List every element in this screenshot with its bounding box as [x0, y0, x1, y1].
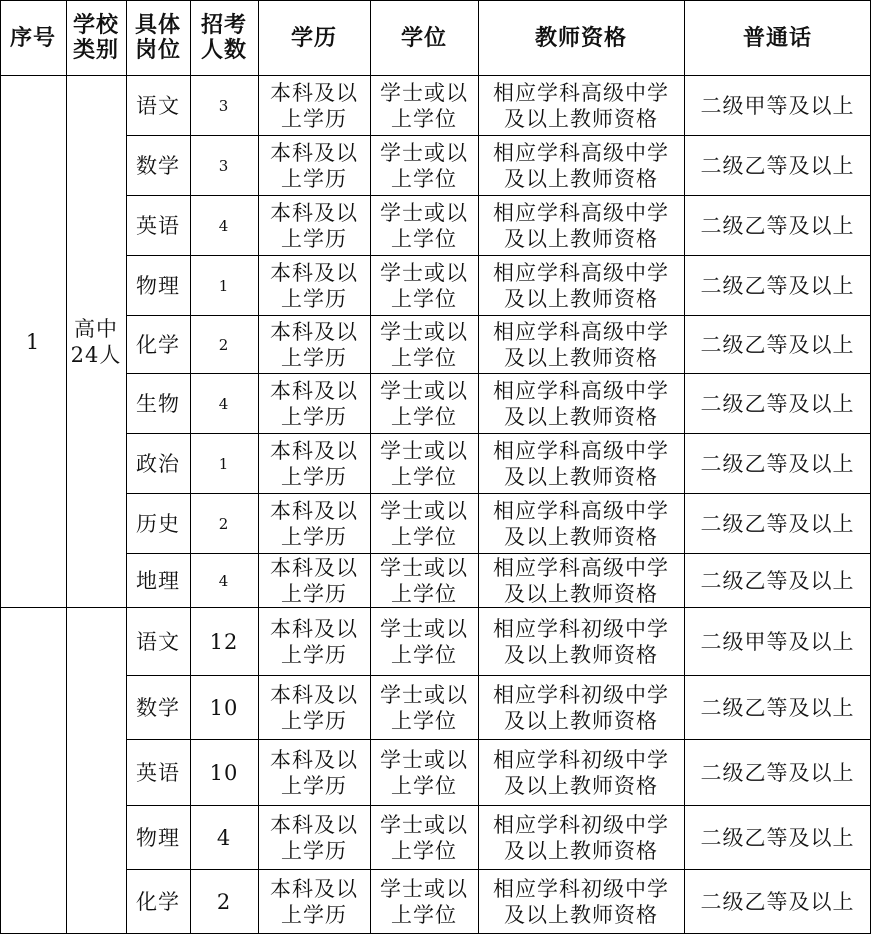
- education-line2: 上学历: [281, 346, 347, 370]
- subject-cell: 化学: [136, 333, 180, 357]
- qualification-cell: [478, 256, 684, 316]
- count-cell: 2: [216, 890, 232, 914]
- education-line1: 本科及以: [270, 813, 358, 837]
- degree-line1: 学士或以: [380, 81, 468, 105]
- education-cell: [258, 806, 370, 870]
- education-line2: 上学历: [281, 167, 347, 191]
- education-line2: 上学历: [281, 405, 347, 429]
- degree-cell: [370, 494, 478, 554]
- education-cell: [258, 196, 370, 256]
- table-rule: [126, 433, 871, 434]
- qualification-line2: 及以上教师资格: [504, 465, 658, 489]
- qualification-cell: [478, 374, 684, 434]
- header-mandarin: 普通话: [742, 25, 812, 51]
- degree-line1: 学士或以: [380, 748, 468, 772]
- degree-line2: 上学位: [391, 346, 457, 370]
- qualification-line2: 及以上教师资格: [504, 525, 658, 549]
- degree-line1: 学士或以: [380, 877, 468, 901]
- education-line1: 本科及以: [270, 683, 358, 707]
- mandarin-cell: 二级乙等及以上: [700, 696, 855, 720]
- header-position: [126, 0, 190, 76]
- subject-cell: 数学: [136, 154, 180, 178]
- qualification-cell: [478, 494, 684, 554]
- education-line2: 上学历: [281, 107, 347, 131]
- degree-line2: 上学位: [391, 839, 457, 863]
- table-rule: [126, 675, 871, 676]
- table-rule: [126, 553, 871, 554]
- table-rule: [66, 0, 67, 934]
- table-rule: [0, 0, 1, 934]
- degree-cell: [370, 196, 478, 256]
- qualification-line1: 相应学科高级中学: [493, 261, 669, 285]
- qualification-line1: 相应学科初级中学: [493, 813, 669, 837]
- mandarin-cell: 二级乙等及以上: [700, 890, 855, 914]
- table-rule: [126, 739, 871, 740]
- qualification-cell: [478, 316, 684, 374]
- qualification-line1: 相应学科高级中学: [493, 439, 669, 463]
- count-cell: 12: [209, 630, 239, 654]
- education-line2: 上学历: [281, 465, 347, 489]
- mandarin-cell: 二级乙等及以上: [700, 214, 855, 238]
- header-degree: 学位: [400, 25, 447, 51]
- qualification-line1: 相应学科高级中学: [493, 81, 669, 105]
- qualification-line2: 及以上教师资格: [504, 774, 658, 798]
- header-school-type-line1: 学校: [72, 12, 119, 38]
- qualification-cell: [478, 554, 684, 608]
- header-position-line2: 岗位: [134, 37, 181, 63]
- degree-cell: [370, 256, 478, 316]
- count-cell: 3: [218, 157, 230, 175]
- education-cell: [258, 740, 370, 806]
- qualification-cell: [478, 806, 684, 870]
- degree-line1: 学士或以: [380, 617, 468, 641]
- degree-cell: [370, 870, 478, 934]
- education-cell: [258, 434, 370, 494]
- qualification-line1: 相应学科高级中学: [493, 379, 669, 403]
- degree-line1: 学士或以: [380, 201, 468, 225]
- degree-line2: 上学位: [391, 774, 457, 798]
- count-cell: 10: [209, 761, 239, 785]
- education-line2: 上学历: [281, 227, 347, 251]
- header-education: 学历: [290, 25, 337, 51]
- qualification-line1: 相应学科高级中学: [493, 556, 669, 580]
- degree-line1: 学士或以: [380, 556, 468, 580]
- subject-cell: 数学: [136, 696, 180, 720]
- header-school-type-line2: 类别: [72, 37, 119, 63]
- table-rule: [0, 75, 871, 76]
- subject-cell: 生物: [136, 392, 180, 416]
- group-school-type: [66, 608, 126, 934]
- qualification-line2: 及以上教师资格: [504, 287, 658, 311]
- education-line2: 上学历: [281, 287, 347, 311]
- education-line1: 本科及以: [270, 81, 358, 105]
- group-seq: 1: [25, 330, 41, 354]
- count-cell: 1: [218, 277, 230, 295]
- qualification-line2: 及以上教师资格: [504, 839, 658, 863]
- qualification-line2: 及以上教师资格: [504, 346, 658, 370]
- qualification-line2: 及以上教师资格: [504, 903, 658, 927]
- qualification-cell: [478, 676, 684, 740]
- qualification-line1: 相应学科初级中学: [493, 683, 669, 707]
- count-cell: 4: [218, 395, 230, 413]
- subject-cell: 英语: [136, 214, 180, 238]
- qualification-line1: 相应学科初级中学: [493, 877, 669, 901]
- qualification-line2: 及以上教师资格: [504, 709, 658, 733]
- table-rule: [126, 195, 871, 196]
- degree-cell: [370, 676, 478, 740]
- degree-cell: [370, 434, 478, 494]
- degree-line2: 上学位: [391, 643, 457, 667]
- degree-line1: 学士或以: [380, 813, 468, 837]
- degree-line2: 上学位: [391, 903, 457, 927]
- table-rule: [190, 0, 191, 934]
- qualification-line2: 及以上教师资格: [504, 582, 658, 606]
- group-seq: [0, 608, 66, 934]
- education-line1: 本科及以: [270, 499, 358, 523]
- qualification-cell: [478, 76, 684, 136]
- table-rule: [478, 0, 479, 934]
- subject-cell: 物理: [136, 274, 180, 298]
- degree-line2: 上学位: [391, 287, 457, 311]
- degree-line2: 上学位: [391, 405, 457, 429]
- degree-line2: 上学位: [391, 107, 457, 131]
- education-cell: [258, 256, 370, 316]
- mandarin-cell: 二级乙等及以上: [700, 274, 855, 298]
- table-rule: [0, 0, 871, 1]
- table-rule: [126, 0, 127, 934]
- degree-line2: 上学位: [391, 167, 457, 191]
- qualification-line1: 相应学科高级中学: [493, 141, 669, 165]
- degree-line1: 学士或以: [380, 683, 468, 707]
- qualification-cell: [478, 608, 684, 676]
- education-line2: 上学历: [281, 709, 347, 733]
- qualification-cell: [478, 434, 684, 494]
- education-cell: [258, 136, 370, 196]
- mandarin-cell: 二级乙等及以上: [700, 154, 855, 178]
- subject-cell: 政治: [136, 452, 180, 476]
- degree-line1: 学士或以: [380, 320, 468, 344]
- table-rule: [258, 0, 259, 934]
- count-cell: 2: [218, 336, 230, 354]
- mandarin-cell: 二级乙等及以上: [700, 512, 855, 536]
- degree-cell: [370, 608, 478, 676]
- education-cell: [258, 676, 370, 740]
- subject-cell: 历史: [136, 512, 180, 536]
- table-rule: [126, 373, 871, 374]
- subject-cell: 语文: [136, 630, 180, 654]
- table-rule: [126, 493, 871, 494]
- degree-cell: [370, 740, 478, 806]
- degree-line1: 学士或以: [380, 499, 468, 523]
- education-line1: 本科及以: [270, 439, 358, 463]
- qualification-cell: [478, 740, 684, 806]
- education-cell: [258, 870, 370, 934]
- group-school-type-line1: 高中: [74, 317, 118, 341]
- education-line1: 本科及以: [270, 748, 358, 772]
- education-line2: 上学历: [281, 582, 347, 606]
- education-line2: 上学历: [281, 774, 347, 798]
- education-line2: 上学历: [281, 839, 347, 863]
- education-line1: 本科及以: [270, 617, 358, 641]
- table-rule: [126, 255, 871, 256]
- education-line2: 上学历: [281, 903, 347, 927]
- qualification-line2: 及以上教师资格: [504, 405, 658, 429]
- qualification-line1: 相应学科高级中学: [493, 320, 669, 344]
- education-line1: 本科及以: [270, 201, 358, 225]
- qualification-line1: 相应学科高级中学: [493, 201, 669, 225]
- degree-line2: 上学位: [391, 465, 457, 489]
- group-school-type-line2: 24人: [70, 343, 122, 367]
- education-cell: [258, 76, 370, 136]
- header-school-type: [66, 0, 126, 76]
- subject-cell: 地理: [136, 569, 180, 593]
- count-cell: 1: [218, 455, 230, 473]
- qualification-cell: [478, 136, 684, 196]
- group-school-type: [66, 76, 126, 608]
- education-line2: 上学历: [281, 525, 347, 549]
- header-count: [190, 0, 258, 76]
- degree-cell: [370, 554, 478, 608]
- degree-line2: 上学位: [391, 582, 457, 606]
- degree-cell: [370, 76, 478, 136]
- degree-line2: 上学位: [391, 227, 457, 251]
- subject-cell: 化学: [136, 890, 180, 914]
- education-line1: 本科及以: [270, 556, 358, 580]
- count-cell: 4: [218, 572, 230, 590]
- education-line1: 本科及以: [270, 379, 358, 403]
- education-line1: 本科及以: [270, 261, 358, 285]
- mandarin-cell: 二级乙等及以上: [700, 569, 855, 593]
- table-rule: [370, 0, 371, 934]
- header-position-line1: 具体: [134, 12, 181, 38]
- table-rule: [126, 869, 871, 870]
- mandarin-cell: 二级甲等及以上: [700, 630, 855, 654]
- subject-cell: 物理: [136, 826, 180, 850]
- degree-cell: [370, 374, 478, 434]
- count-cell: 4: [218, 217, 230, 235]
- degree-cell: [370, 806, 478, 870]
- table-rule: [126, 805, 871, 806]
- count-cell: 4: [216, 826, 232, 850]
- degree-line1: 学士或以: [380, 141, 468, 165]
- education-cell: [258, 374, 370, 434]
- header-count-line2: 人数: [200, 37, 247, 63]
- qualification-cell: [478, 870, 684, 934]
- count-cell: 10: [209, 696, 239, 720]
- education-cell: [258, 608, 370, 676]
- table-rule: [684, 0, 685, 934]
- degree-line2: 上学位: [391, 709, 457, 733]
- education-line1: 本科及以: [270, 877, 358, 901]
- degree-cell: [370, 316, 478, 374]
- qualification-line2: 及以上教师资格: [504, 167, 658, 191]
- degree-line1: 学士或以: [380, 261, 468, 285]
- education-cell: [258, 494, 370, 554]
- header-seq: 序号: [9, 25, 56, 51]
- mandarin-cell: 二级乙等及以上: [700, 826, 855, 850]
- degree-line2: 上学位: [391, 525, 457, 549]
- education-cell: [258, 316, 370, 374]
- qualification-line2: 及以上教师资格: [504, 107, 658, 131]
- mandarin-cell: 二级乙等及以上: [700, 392, 855, 416]
- table-rule: [126, 135, 871, 136]
- mandarin-cell: 二级乙等及以上: [700, 761, 855, 785]
- degree-line1: 学士或以: [380, 439, 468, 463]
- table-rule: [126, 315, 871, 316]
- subject-cell: 英语: [136, 761, 180, 785]
- qualification-line1: 相应学科初级中学: [493, 748, 669, 772]
- qualification-line1: 相应学科高级中学: [493, 499, 669, 523]
- header-count-line1: 招考: [200, 12, 247, 38]
- education-line1: 本科及以: [270, 141, 358, 165]
- degree-cell: [370, 136, 478, 196]
- education-line1: 本科及以: [270, 320, 358, 344]
- mandarin-cell: 二级乙等及以上: [700, 333, 855, 357]
- count-cell: 3: [218, 97, 230, 115]
- mandarin-cell: 二级甲等及以上: [700, 94, 855, 118]
- count-cell: 2: [218, 515, 230, 533]
- education-cell: [258, 554, 370, 608]
- degree-line1: 学士或以: [380, 379, 468, 403]
- qualification-cell: [478, 196, 684, 256]
- qualification-line2: 及以上教师资格: [504, 643, 658, 667]
- subject-cell: 语文: [136, 94, 180, 118]
- qualification-line2: 及以上教师资格: [504, 227, 658, 251]
- qualification-line1: 相应学科初级中学: [493, 617, 669, 641]
- education-line2: 上学历: [281, 643, 347, 667]
- table-rule: [126, 607, 871, 608]
- mandarin-cell: 二级乙等及以上: [700, 452, 855, 476]
- header-qualification: 教师资格: [534, 25, 627, 51]
